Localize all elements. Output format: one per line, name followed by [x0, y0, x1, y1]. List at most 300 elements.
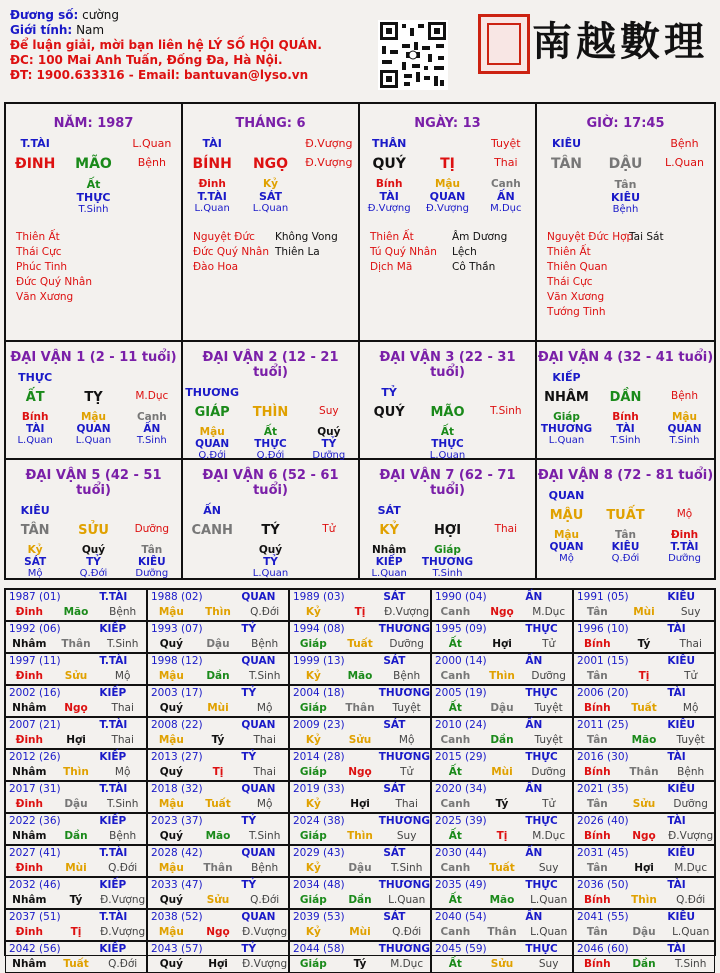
hidden-stem-row: [6, 544, 181, 556]
hidden-stem-row: [360, 568, 535, 579]
hidden-item: THƯƠNG: [421, 556, 474, 568]
year-label: 1995 (09): [435, 623, 487, 635]
dai-van-god: QUAN: [548, 489, 585, 502]
year-body: [6, 733, 146, 748]
year-god: TÀI: [667, 751, 686, 763]
year-body: [432, 669, 572, 684]
year-cell: [5, 877, 147, 909]
hidden-item: QUAN: [76, 423, 111, 435]
hidden-item: Bính: [612, 411, 639, 423]
branch-stage: Bệnh: [671, 390, 698, 402]
year-label: 2044 (58): [293, 943, 345, 955]
dai-van-title: ĐẠI VẬN 8 (72 - 81 tuổi): [537, 468, 714, 483]
contact-line-2: ĐC: 100 Mai Anh Tuấn, Đống Đa, Hà Nội.: [10, 53, 283, 67]
branch-stage: Dưỡng: [134, 523, 170, 535]
year-branch: Thìn: [205, 606, 231, 618]
year-stem: Tân: [586, 606, 608, 618]
year-stem: Kỷ: [305, 670, 321, 682]
hidden-stem-row: [183, 190, 358, 203]
hidden-item: L.Quan: [17, 435, 53, 446]
year-stage: Dưỡng: [389, 638, 424, 650]
year-body: [574, 733, 714, 748]
year-stage: T.Sinh: [106, 798, 139, 810]
pillar-title: NGÀY: 13: [414, 116, 481, 131]
hidden-item: TÀI: [616, 423, 635, 435]
year-body: [290, 925, 430, 940]
year-stage: L.Quan: [672, 926, 710, 938]
hidden-item: Kỷ: [27, 544, 43, 556]
pillar-cell: [183, 104, 360, 340]
year-stem: Bính: [584, 638, 611, 650]
year-body: [574, 701, 714, 716]
hidden-item: Quý: [81, 544, 106, 556]
year-head: [6, 750, 146, 765]
year-body: [148, 765, 288, 780]
year-body: [148, 701, 288, 716]
dai-van-cell: [537, 342, 714, 461]
year-head: [148, 910, 288, 925]
year-branch: Ngọ: [206, 926, 230, 938]
earthly-branch: TỴ: [84, 390, 103, 405]
year-label: 2021 (35): [577, 783, 629, 795]
dai-van-cell: [183, 342, 360, 461]
year-stem: Mậu: [158, 926, 184, 938]
heavenly-stem: MẬU: [549, 508, 584, 523]
heavenly-stem: ĐINH: [14, 156, 56, 172]
spacer: [596, 489, 655, 502]
year-head: [290, 846, 430, 861]
year-stage: T.Sinh: [390, 862, 423, 874]
year-head: [574, 910, 714, 925]
year-cell: [431, 685, 573, 717]
year-label: 2003 (17): [151, 687, 203, 699]
hidden-item: Kỷ: [263, 178, 278, 190]
year-god: KIẾP: [99, 623, 127, 635]
year-branch: Hợi: [208, 958, 228, 970]
hidden-item: TỶ: [321, 438, 337, 450]
year-god: TỶ: [241, 623, 257, 635]
year-stage: Thai: [395, 798, 418, 810]
hidden-item: M.Dục: [490, 203, 522, 214]
dai-van-row-2: [4, 460, 716, 580]
year-head: [148, 622, 288, 637]
year-god: THƯƠNG: [378, 623, 430, 635]
year-label: 2012 (26): [9, 751, 61, 763]
year-god: KIÊU: [667, 847, 696, 859]
year-label: 1989 (03): [293, 591, 345, 603]
year-god: ẤN: [525, 847, 543, 859]
year-cell: [289, 877, 431, 909]
year-branch: Tý: [495, 798, 509, 810]
year-stem: Ất: [448, 766, 462, 778]
year-cell: [289, 621, 431, 653]
year-label: 1992 (06): [9, 623, 61, 635]
year-label: 2043 (57): [151, 943, 203, 955]
year-body: [148, 637, 288, 652]
hidden-god: THỰC: [76, 191, 111, 204]
dai-van-stems: [183, 523, 358, 538]
hidden-item: Ất: [263, 426, 278, 438]
dai-van-god: KIẾP: [552, 371, 581, 384]
year-god: THƯƠNG: [378, 879, 430, 891]
year-body: [6, 829, 146, 844]
year-cell: [147, 909, 289, 941]
hidden-item: L.Quan: [75, 435, 112, 446]
year-label: 2004 (18): [293, 687, 345, 699]
year-stage: Mộ: [398, 734, 415, 746]
heavenly-stem: GIÁP: [194, 405, 230, 420]
year-head: [290, 590, 430, 605]
hidden-item: Đinh: [670, 529, 699, 541]
year-god: KIẾP: [99, 815, 127, 827]
hidden-stem-row: [6, 411, 181, 423]
year-cell: [5, 845, 147, 877]
year-stem: Tân: [586, 862, 608, 874]
branch-stage: L.Quan: [665, 156, 704, 169]
year-head: [290, 814, 430, 829]
year-branch: Thìn: [631, 894, 657, 906]
year-stem: Canh: [440, 734, 471, 746]
year-stem: Mậu: [158, 670, 184, 682]
year-cell: [431, 749, 573, 781]
year-head: [574, 750, 714, 765]
year-body: [290, 765, 430, 780]
year-label: 2046 (60): [577, 943, 629, 955]
year-branch: Mùi: [65, 862, 87, 874]
year-branch: Tuất: [63, 958, 89, 970]
year-label: 1988 (02): [151, 591, 203, 603]
year-body: [148, 733, 288, 748]
year-stage: T.Sinh: [248, 670, 281, 682]
year-label: 2019 (33): [293, 783, 345, 795]
year-branch: Tuất: [489, 862, 515, 874]
star-name: Không Vong: [275, 231, 338, 243]
year-body: [148, 925, 288, 940]
hidden-item: KIÊU: [137, 556, 166, 568]
year-head: [574, 814, 714, 829]
year-god: TÀI: [667, 687, 686, 699]
hidden-item: SÁT: [258, 190, 283, 203]
branch-stage: Mộ: [676, 508, 693, 520]
hidden-item: L.Quan: [252, 203, 289, 214]
year-stage: Tử: [400, 766, 414, 778]
hidden-item: [360, 438, 418, 450]
hidden-item: Dưỡng: [312, 450, 346, 461]
four-pillars: [4, 102, 716, 342]
hidden-item: Giáp: [434, 544, 461, 556]
star-name: Nguyệt Đức Hợp: [547, 231, 634, 243]
year-body: [432, 893, 572, 908]
year-branch: Dần: [64, 830, 88, 842]
year-label: 2010 (24): [435, 719, 487, 731]
dai-van-god: THỰC: [18, 371, 53, 384]
year-stage: Q.Đới: [392, 926, 422, 938]
year-stem: Tân: [586, 670, 608, 682]
year-cell: [5, 941, 147, 973]
gender-value: Nam: [76, 23, 105, 37]
year-branch: Hợi: [634, 862, 654, 874]
year-god: T.TÀI: [99, 847, 128, 859]
year-label: 2002 (16): [9, 687, 61, 699]
star-name: Tai Sát: [629, 231, 664, 243]
branch-stage: Suy: [319, 405, 339, 417]
hidden-item: L.Quan: [371, 568, 407, 579]
dai-van-god-row: [6, 371, 181, 384]
year-stage: Suy: [396, 830, 417, 842]
year-label: 2018 (32): [151, 783, 203, 795]
year-body: [6, 669, 146, 684]
year-branch: Hợi: [350, 798, 370, 810]
year-god: TỶ: [241, 687, 257, 699]
year-head: [6, 782, 146, 797]
year-cell: [289, 653, 431, 685]
year-branch: Mùi: [207, 702, 229, 714]
dai-van-god: SÁT: [377, 504, 401, 517]
star-name: Thiên Ất: [16, 231, 60, 243]
year-body: [6, 701, 146, 716]
year-stage: Bệnh: [251, 638, 279, 650]
year-stem: Giáp: [299, 702, 327, 714]
hidden-item: Nhâm: [372, 544, 407, 556]
year-label: 2016 (30): [577, 751, 629, 763]
hidden-stem-row: [360, 203, 535, 214]
year-cell: [289, 717, 431, 749]
year-head: [290, 878, 430, 893]
year-stem: Kỷ: [305, 798, 321, 810]
hidden-item: L.Quan: [548, 435, 585, 446]
year-stem: Mậu: [158, 862, 184, 874]
branch-stage: T.Sinh: [490, 405, 522, 417]
year-branch: Tý: [211, 734, 225, 746]
year-branch: Thân: [61, 638, 91, 650]
year-label: 2013 (27): [151, 751, 203, 763]
year-stem: Đinh: [15, 670, 43, 682]
hidden-item: Bính: [21, 411, 49, 423]
year-body: [290, 861, 430, 876]
year-stem: Giáp: [299, 958, 327, 970]
year-branch: Mão: [63, 606, 89, 618]
pillar-title: THÁNG: 6: [235, 116, 306, 131]
year-label: 1993 (07): [151, 623, 203, 635]
year-cell: [147, 781, 289, 813]
dai-van-title: ĐẠI VẬN 2 (12 - 21 tuổi): [202, 350, 339, 380]
year-body: [6, 957, 146, 972]
year-cell: [289, 909, 431, 941]
year-stem: Canh: [440, 606, 471, 618]
year-stage: Thai: [679, 638, 702, 650]
pillar-title: NĂM: 1987: [53, 116, 134, 131]
pillar-stems: [537, 156, 714, 172]
year-stage: L.Quan: [530, 894, 568, 906]
year-body: [290, 637, 430, 652]
hidden-item: Tân: [141, 544, 163, 556]
year-head: [148, 686, 288, 701]
hidden-item: Đ.Vượng: [367, 203, 411, 214]
hidden-stem: Ất: [86, 178, 101, 191]
year-god: QUAN: [241, 783, 276, 795]
dai-van-god: TỶ: [381, 386, 397, 399]
year-god: THỰC: [525, 751, 558, 763]
year-head: [574, 686, 714, 701]
year-cell: [573, 685, 715, 717]
year-cell: [431, 909, 573, 941]
account-value: cường: [82, 8, 119, 22]
pillar-stems: [183, 156, 358, 172]
year-stage: L.Quan: [530, 926, 568, 938]
dai-van-cell: [183, 460, 360, 579]
year-label: 2006 (20): [577, 687, 629, 699]
year-stage: T.Sinh: [106, 638, 139, 650]
year-body: [290, 733, 430, 748]
hidden-item: Mộ: [27, 568, 43, 579]
year-label: 2030 (44): [435, 847, 487, 859]
year-stage: Mộ: [256, 702, 273, 714]
hidden-item: QUAN: [429, 190, 466, 203]
year-head: [432, 846, 572, 861]
year-stem: Giáp: [299, 766, 327, 778]
hidden-item: T.Sinh: [610, 435, 641, 446]
star-name: Dịch Mã: [370, 261, 413, 273]
hidden-item: [183, 544, 241, 556]
earthly-branch: HỢI: [433, 523, 462, 538]
year-label: 1997 (11): [9, 655, 61, 667]
year-label: 2000 (14): [435, 655, 487, 667]
year-god: KIÊU: [667, 719, 696, 731]
year-body: [432, 733, 572, 748]
heavenly-stem: TÂN: [550, 156, 582, 172]
year-cell: [5, 653, 147, 685]
dai-van-god-row: [360, 504, 535, 517]
year-stage: Đ.Vượng: [668, 830, 714, 842]
year-stage: Q.Đới: [108, 958, 138, 970]
spacer: [64, 504, 122, 517]
pillar-cell: [360, 104, 537, 340]
spacer: [418, 137, 476, 150]
year-body: [6, 893, 146, 908]
year-label: 2040 (54): [435, 911, 487, 923]
year-label: 1999 (13): [293, 655, 345, 667]
dai-van-stems: [6, 523, 181, 538]
year-god: QUAN: [241, 591, 276, 603]
earthly-branch: THÌN: [252, 405, 289, 420]
year-head: [148, 654, 288, 669]
year-god: TỶ: [241, 751, 257, 763]
dai-van-title: ĐẠI VẬN 1 (2 - 11 tuổi): [10, 350, 177, 365]
earthly-branch: DẦN: [609, 390, 642, 405]
dai-van-title: ĐẠI VẬN 4 (32 - 41 tuổi): [537, 350, 714, 365]
stars-left: [193, 230, 269, 275]
year-stage: Bệnh: [677, 766, 705, 778]
year-branch: Sửu: [348, 734, 372, 746]
year-branch: Ngọ: [632, 830, 656, 842]
year-label: 2038 (52): [151, 911, 203, 923]
hidden-stem-row: [183, 203, 358, 214]
hidden-item: T.Sinh: [669, 435, 700, 446]
hidden-item: THỰC: [254, 438, 287, 450]
year-stem: Bính: [584, 894, 611, 906]
yearly-luck-grid: [4, 588, 716, 970]
year-label: 2039 (53): [293, 911, 345, 923]
pillar-stage: Bệnh: [670, 137, 699, 150]
year-stage: Thai: [111, 702, 134, 714]
year-label: 2029 (43): [293, 847, 345, 859]
year-branch: Dậu: [632, 926, 656, 938]
year-label: 2032 (46): [9, 879, 61, 891]
seal-stamp: [478, 14, 530, 74]
spacer: [123, 504, 181, 517]
dai-van-row-1: [4, 342, 716, 460]
spacer: [241, 504, 299, 517]
year-cell: [573, 781, 715, 813]
qr-code[interactable]: [378, 20, 448, 90]
year-cell: [5, 813, 147, 845]
year-branch: Dậu: [64, 798, 88, 810]
year-stage: Mộ: [114, 670, 131, 682]
hidden-item: [360, 426, 418, 438]
hidden-stem-row: [360, 190, 535, 203]
spacer: [241, 137, 299, 150]
year-body: [6, 797, 146, 812]
spacer: [596, 371, 655, 384]
year-god: KIẾP: [99, 943, 127, 955]
year-stage: Tuyệt: [534, 702, 563, 714]
hidden-stem-row: [6, 435, 181, 446]
year-god: THƯƠNG: [378, 687, 430, 699]
hidden-item: ẤN: [143, 423, 161, 435]
hidden-stem-row: [183, 438, 358, 450]
star-name: Văn Xương: [547, 291, 605, 303]
year-god: SÁT: [383, 783, 406, 795]
year-stage: M.Dục: [390, 958, 424, 970]
year-head: [6, 814, 146, 829]
hidden-stage: Bệnh: [612, 204, 639, 215]
year-stage: Đ.Vượng: [242, 958, 288, 970]
year-stem: Ất: [448, 894, 462, 906]
star-name: Tú Quý Nhân: [370, 246, 437, 258]
hidden-item: Bính: [375, 178, 403, 190]
year-body: [432, 637, 572, 652]
hidden-item: QUAN: [549, 541, 584, 553]
year-stem: Kỷ: [305, 606, 321, 618]
year-branch: Thân: [345, 702, 375, 714]
hidden-stem-row: [360, 426, 535, 438]
hidden-stem-row: [183, 544, 358, 556]
year-label: 2026 (40): [577, 815, 629, 827]
year-god: T.TÀI: [99, 591, 128, 603]
spacer: [300, 386, 358, 399]
year-cell: [431, 813, 573, 845]
year-god: T.TÀI: [99, 655, 128, 667]
year-branch: Tuất: [205, 798, 231, 810]
year-body: [574, 893, 714, 908]
year-body: [432, 829, 572, 844]
year-body: [6, 925, 146, 940]
year-god: SÁT: [383, 591, 406, 603]
year-branch: Mão: [205, 830, 231, 842]
year-head: [432, 814, 572, 829]
year-stage: Đ.Vượng: [100, 926, 146, 938]
year-stage: Suy: [538, 862, 559, 874]
contact-line-3: ĐT: 1900.633316 - Email: bantuvan@lyso.vn: [10, 68, 309, 82]
year-branch: Tị: [212, 766, 224, 778]
year-label: 2031 (45): [577, 847, 629, 859]
year-stem: Đinh: [15, 926, 43, 938]
year-branch: Mùi: [349, 926, 371, 938]
year-head: [432, 718, 572, 733]
year-label: 2014 (28): [293, 751, 345, 763]
pillar-god: T.TÀI: [20, 137, 50, 150]
year-head: [574, 654, 714, 669]
